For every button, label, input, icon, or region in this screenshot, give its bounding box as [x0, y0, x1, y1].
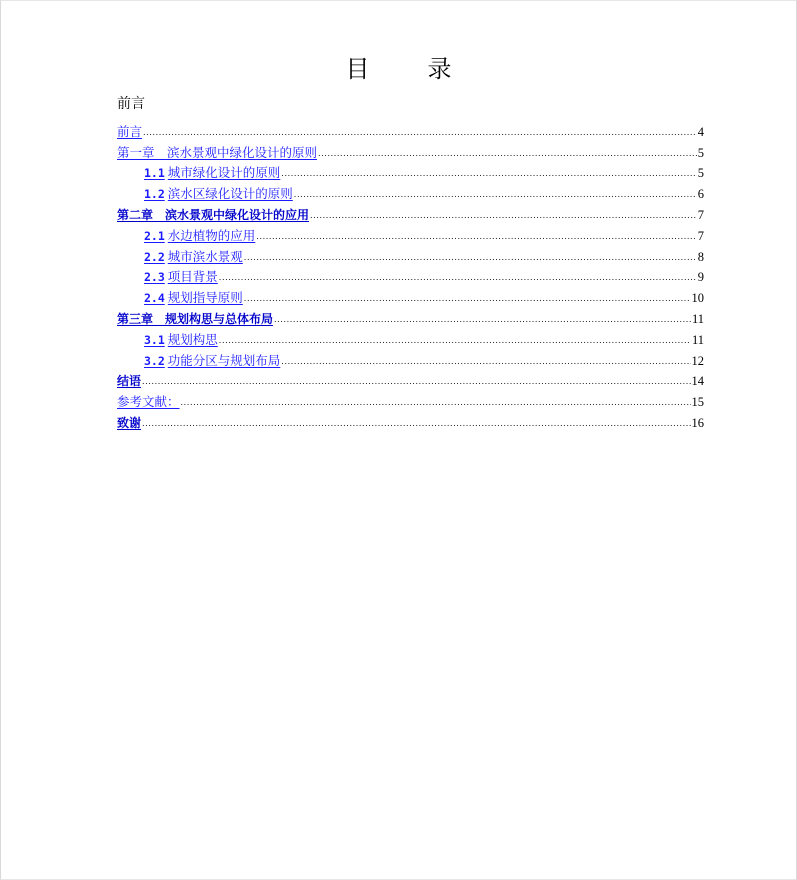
- toc-entry: [117, 347, 704, 368]
- toc-entry: [117, 243, 704, 264]
- dot-leader: [318, 148, 697, 160]
- section-heading: 前言: [117, 96, 145, 112]
- toc-link[interactable]: [144, 187, 293, 201]
- toc-link-text: 致谢: [117, 415, 142, 430]
- toc-link[interactable]: [144, 250, 243, 264]
- toc-link[interactable]: [117, 146, 317, 160]
- toc-page-number: 14: [691, 374, 704, 389]
- toc-page-number: 10: [691, 291, 704, 306]
- dot-leader: [142, 376, 690, 388]
- toc-page-number: 11: [691, 332, 704, 347]
- toc-page-number: 7: [697, 228, 704, 243]
- toc-page-number: 9: [697, 270, 704, 285]
- title-char-2: 录: [427, 55, 452, 83]
- toc-entry: [117, 118, 704, 139]
- toc-entry: [117, 388, 704, 409]
- toc-link-text: 城市滨水景观: [167, 248, 243, 264]
- toc-link[interactable]: [117, 374, 141, 388]
- dot-leader: [143, 127, 697, 139]
- toc-page-number: 6: [697, 187, 704, 202]
- toc-entry: [117, 305, 704, 326]
- toc-page-number: 15: [691, 395, 704, 410]
- toc-link[interactable]: [117, 416, 141, 430]
- toc-link[interactable]: [144, 291, 243, 305]
- dot-leader: [281, 356, 690, 368]
- dot-leader: [244, 252, 697, 264]
- toc-section-number: 3.1: [144, 332, 165, 347]
- toc-link[interactable]: [144, 270, 218, 284]
- toc-entry: [117, 222, 704, 243]
- toc-entry: [117, 160, 704, 181]
- dot-leader: [274, 314, 691, 326]
- dot-leader: [181, 397, 691, 409]
- toc-link-text: 结语: [117, 374, 142, 389]
- toc-entry: [117, 201, 704, 222]
- dot-leader: [244, 293, 691, 305]
- dot-leader: [310, 210, 697, 222]
- dot-leader: [281, 168, 696, 180]
- toc-entry: [117, 409, 704, 430]
- toc-link-text: 功能分区与规划布局: [167, 352, 281, 368]
- toc-entry: [117, 368, 704, 389]
- toc-link-text: 第三章 规划构思与总体布局: [117, 311, 274, 326]
- title-char-1: 目: [345, 55, 370, 83]
- toc-link-text: 规划构思: [167, 331, 218, 347]
- toc-link-text: 滨水区绿化设计的原则: [167, 186, 293, 202]
- toc-page-number: 5: [697, 145, 704, 160]
- page-title: [1, 49, 796, 84]
- toc-link-text: 参考文献：: [117, 394, 180, 410]
- toc-section-number: 2.4: [144, 291, 165, 306]
- toc-entry: [117, 326, 704, 347]
- toc-page-number: 11: [691, 311, 704, 326]
- toc-link[interactable]: [117, 125, 142, 139]
- toc-link[interactable]: [117, 395, 180, 409]
- dot-leader: [142, 418, 690, 430]
- dot-leader: [219, 335, 691, 347]
- table-of-contents: [117, 118, 704, 430]
- dot-leader: [219, 272, 697, 284]
- toc-link-text: 城市绿化设计的原则: [167, 165, 281, 181]
- toc-link-text: 前言: [117, 123, 143, 139]
- toc-section-number: 2.2: [144, 249, 165, 264]
- toc-page-number: 7: [697, 207, 704, 222]
- toc-link-text: 项目背景: [167, 269, 218, 285]
- toc-entry: [117, 264, 704, 285]
- toc-link[interactable]: [144, 229, 255, 243]
- toc-link[interactable]: [117, 312, 273, 326]
- toc-link-text: 第一章 滨水景观中绿化设计的原则: [117, 144, 318, 160]
- toc-link-text: 第二章 滨水景观中绿化设计的应用: [117, 207, 310, 222]
- toc-page-number: 4: [697, 124, 704, 139]
- toc-section-number: 1.2: [144, 187, 165, 202]
- toc-page-number: 12: [691, 353, 704, 368]
- toc-link[interactable]: [144, 333, 218, 347]
- toc-link-text: 水边植物的应用: [167, 227, 256, 243]
- toc-section-number: 2.3: [144, 270, 165, 285]
- toc-link-text: 规划指导原则: [167, 290, 243, 306]
- toc-entry: [117, 139, 704, 160]
- toc-section-number: 2.1: [144, 228, 165, 243]
- toc-section-number: 3.2: [144, 353, 165, 368]
- toc-entry: [117, 284, 704, 305]
- toc-entry: [117, 180, 704, 201]
- toc-link[interactable]: [117, 208, 309, 222]
- toc-link[interactable]: [144, 354, 280, 368]
- toc-link[interactable]: [144, 166, 280, 180]
- toc-page-number: 8: [697, 249, 704, 264]
- dot-leader: [294, 189, 697, 201]
- dot-leader: [256, 231, 696, 243]
- toc-section-number: 1.1: [144, 166, 165, 181]
- toc-page-number: 5: [697, 166, 704, 181]
- toc-page-number: 16: [691, 415, 704, 430]
